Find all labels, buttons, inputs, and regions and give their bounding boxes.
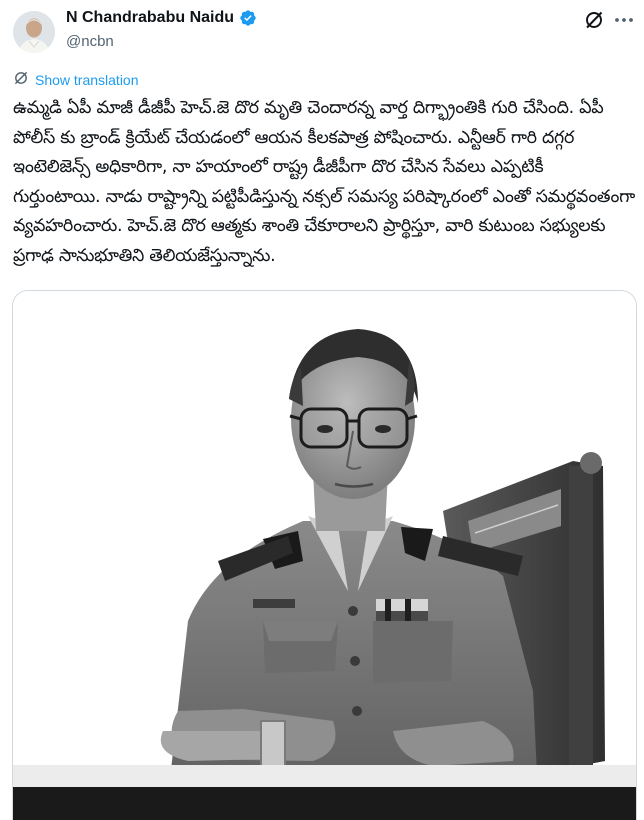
verified-badge-icon: [239, 9, 257, 27]
tweet-header: [0, 0, 644, 64]
translate-icon: [13, 70, 29, 90]
tweet-media-photo[interactable]: [12, 290, 637, 820]
author-row: [66, 9, 257, 27]
portrait-photo: [13, 291, 636, 820]
show-translation-link[interactable]: [13, 70, 139, 90]
more-options-icon[interactable]: [613, 9, 635, 31]
grok-icon[interactable]: [584, 10, 604, 30]
avatar[interactable]: [13, 11, 55, 53]
author-handle[interactable]: @ncbn: [66, 33, 114, 50]
author-name[interactable]: N Chandrababu Naidu: [66, 9, 235, 26]
show-translation-label: Show translation: [35, 72, 139, 88]
tweet-text: ఉమ్మడి ఏపీ మాజీ డీజీపీ హెచ్.జె దొర మృతి చెందారన్న వార్త దిగ్భ్రాంతికి గురి చేసింది. ఏపీ పోలీస్ కు బ్రాండ్ క్రియేట్ చేయడంలో ఆయన కీలకపాత్ర పోషించారు. ఎన్టీఆర్ గారి దగ్గర ఇంటెలిజెన్స్ అధికారిగా, నా హయాంలో రాష్ట్ర డీజీపీగా దొర చేసిన సేవలు ఎప్పటికీ గుర్తుంటాయి. నాడు రాష్ట్రాన్ని పట్టిపీడిస్తున్న నక్సల్ సమస్య పరిష్కారంలో ఎంతో సమర్థవంతంగా వ్యవహరించారు. హెచ్.జె దొర ఆత్మకు శాంతి చేకూరాలని ప్రార్థిస్తూ, వారి కుటుంబ సభ్యులకు ప్రగాఢ సానుభూతిని తెలియజేస్తున్నాను.: [13, 98, 635, 266]
